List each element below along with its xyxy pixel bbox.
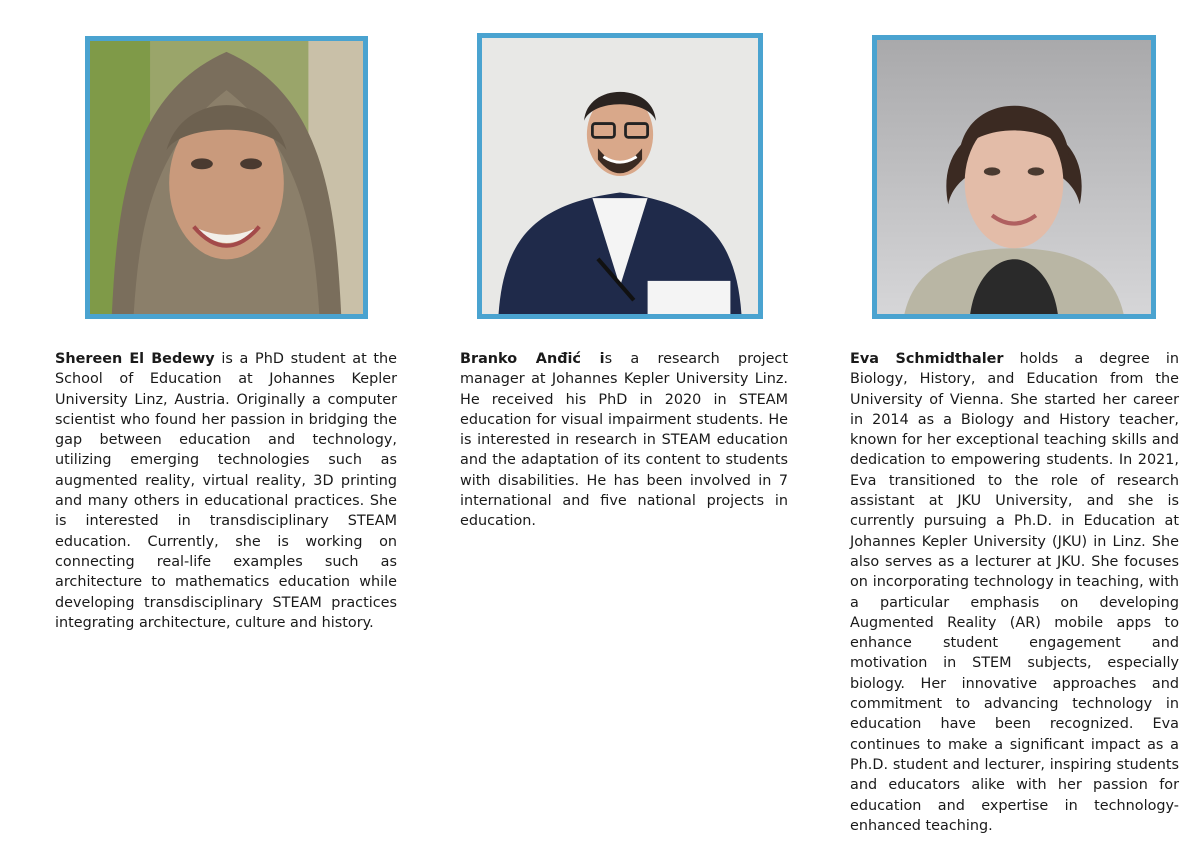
bio-text: s a research project manager at Johannes Kepler University Linz. He received his PhD in 2020 in STEAM education for visual impairment students. He is interested in research in STEAM education and the adaptation of its content to students with disabilities. He has been involved in 7 international and five national projects in education. [460,351,788,530]
portrait-image [877,40,1151,314]
person-name: Shereen El Bedewy [55,351,215,367]
person-name: Eva Schmidthaler [850,351,1004,367]
bio-paragraph [55,349,397,633]
portrait-image [90,41,363,314]
person-name: Branko Anđić i [460,351,605,367]
portrait-photo-1 [85,36,368,319]
portrait-photo-3 [872,35,1156,319]
bio-paragraph [850,349,1179,836]
portrait-photo-2 [477,33,763,319]
portrait-image [482,38,758,314]
bio-text: holds a degree in Biology, History, and Education from the University of Vienna. She started her career in 2014 as a Biology and History teacher, known for her exceptional teaching skills and dedication to empowering students. In 2021, Eva transitioned to the role of research assistant at JKU University, and she is currently pursuing a Ph.D. in Education at Johannes Kepler University (JKU) in Linz. She also serves as a lecturer at JKU. She focuses on incorporating technology in teaching, with a particular emphasis on developing Augmented Reality (AR) mobile apps to enhance student engagement and motivation in STEM subjects, especially biology. Her innovative approaches and commitment to advancing technology in education have been recognized. Eva continues to make a significant impact as a Ph.D. student and lecturer, inspiring students and educators alike with her passion for education and expertise in technology-enhanced teaching. [850,351,1179,834]
bio-text: is a PhD student at the School of Education at Johannes Kepler University Linz, Austria. Originally a computer scientist who found her passion in bridging the gap between education and technology, utilizing emerging technologies such as augmented reality, virtual reality, 3D printing and many others in educational practices. She is interested in transdisciplinary STEAM education. Currently, she is working on connecting real-life examples such as architecture to mathematics education while developing transdisciplinary STEAM practices integrating architecture, culture and history. [55,351,398,631]
bio-paragraph [460,349,788,532]
